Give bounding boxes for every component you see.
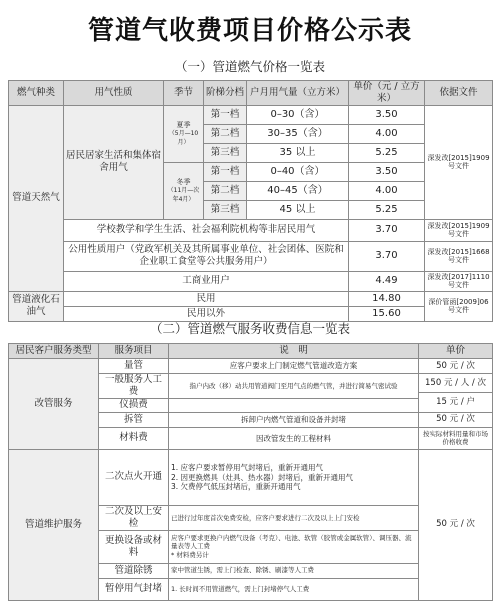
service-item: 暂停用气封堵 <box>99 578 169 600</box>
service-desc: 已进行过年度首次免费安检，应客户要求进行二次及以上上门安检 <box>169 505 419 530</box>
service-desc <box>169 398 419 412</box>
price-cell: 3.70 <box>349 219 425 241</box>
service-price: 150 元 / 人 / 次 <box>419 374 493 393</box>
table-row <box>9 449 493 505</box>
service-item: 二次点火开通 <box>99 449 169 505</box>
table-row <box>9 219 493 241</box>
tier-label: 第三档 <box>204 143 247 162</box>
document-cell: 深发改[2015]1668 号文件 <box>425 241 493 271</box>
service-desc: 1. 应客户要求暂停用气封堵后，重新开通用气 2. 因更换燃具（灶具、热水器）封堵后，重新开通用气 3. 欠费停气低压封堵后，重新开通用气 <box>169 449 419 505</box>
usage-school: 学校教学和学生生活、社会福利院机构等非居民用气 <box>64 219 349 241</box>
table-row <box>9 241 493 271</box>
tier-label: 第二档 <box>204 124 247 143</box>
tier-label: 第一档 <box>204 162 247 181</box>
volume-cell: 35 以上 <box>247 143 349 162</box>
service-item: 拆管 <box>99 412 169 427</box>
header-service-item: 服务项目 <box>99 344 169 359</box>
header-document: 依据文件 <box>425 81 493 106</box>
service-price: 50 元 / 次 <box>419 412 493 427</box>
table-header-row <box>9 81 493 106</box>
usage-lpg-other: 民用以外 <box>64 306 349 321</box>
header-price: 单价（元 / 立方米） <box>349 81 425 106</box>
header-tier: 阶梯分档 <box>204 81 247 106</box>
price-cell: 14.80 <box>349 291 425 306</box>
tier-label: 第一档 <box>204 105 247 124</box>
service-item: 更换设备或材料 <box>99 530 169 563</box>
page-title: 管道气收费项目价格公示表 <box>87 16 412 46</box>
service-item: 量管 <box>99 359 169 374</box>
service-price: 15 元 / 户 <box>419 393 493 413</box>
tier-label: 第二档 <box>204 181 247 200</box>
service-type-modify: 改管服务 <box>9 359 99 450</box>
volume-cell: 45 以上 <box>247 200 349 219</box>
service-item: 二次及以上安检 <box>99 505 169 530</box>
document-cell: 深发改[2015]1909 号文件 <box>425 105 493 219</box>
header-volume: 户月用气量（立方米） <box>247 81 349 106</box>
service-item: 仪损费 <box>99 398 169 412</box>
service-desc: 拆卸户内燃气管道和设备并封堵 <box>169 412 419 427</box>
usage-industrial: 工商业用户 <box>64 271 349 291</box>
price-cell: 3.50 <box>349 162 425 181</box>
gas-type-lpg: 管道液化石油气 <box>9 291 64 321</box>
header-usage-type: 用气性质 <box>64 81 164 106</box>
document-cell: 深价管函[2009]06 号文件 <box>425 291 493 321</box>
service-item: 管道除锈 <box>99 563 169 578</box>
volume-cell: 0–30（含） <box>247 105 349 124</box>
header-service-type: 居民客户服务类型 <box>9 344 99 359</box>
price-cell: 5.25 <box>349 200 425 219</box>
header-unit-price: 单价 <box>419 344 493 359</box>
table-row <box>9 271 493 291</box>
volume-cell: 30–35（含） <box>247 124 349 143</box>
usage-residential: 居民居家生活和集体宿舍用气 <box>64 105 164 219</box>
service-item: 一般服务人工费 <box>99 374 169 399</box>
season-summer: 夏季 （5月—10月） <box>164 105 204 162</box>
section1-title: （一）管道燃气价格一览表 <box>174 59 325 74</box>
price-cell: 4.49 <box>349 271 425 291</box>
tier-label: 第三档 <box>204 200 247 219</box>
usage-public: 公用性质用户（党政军机关及其所属事业单位、社会团体、医院和企业职工食堂等公共服务用户） <box>64 241 349 271</box>
price-cell: 4.00 <box>349 124 425 143</box>
gas-type-natural: 管道天然气 <box>9 105 64 291</box>
usage-lpg-resident: 民用 <box>64 291 349 306</box>
volume-cell: 0–40（含） <box>247 162 349 181</box>
price-cell: 5.25 <box>349 143 425 162</box>
service-type-maintenance: 管道维护服务 <box>9 449 99 600</box>
service-price: 50 元 / 次 <box>419 359 493 374</box>
service-desc: 应客户要求上门制定燃气管道改造方案 <box>169 359 419 374</box>
service-desc: 1. 长时间不用管道燃气，需上门封堵停气人工费 <box>169 578 419 600</box>
table-row <box>9 105 493 124</box>
header-season: 季节 <box>164 81 204 106</box>
gas-price-table <box>8 80 493 322</box>
table-row <box>9 291 493 306</box>
service-desc: 应客户要求更换户内燃气设备（考克）、电池、软管（胶管或金属软管）、调压器、流量表等人工费 * 材料费另计 <box>169 530 419 563</box>
service-price: 按实际材料用量和市场价格收费 <box>419 427 493 449</box>
header-gas-type: 燃气种类 <box>9 81 64 106</box>
table-header-row <box>9 344 493 359</box>
document-cell: 深发改[2017]1110 号文件 <box>425 271 493 291</box>
section2-title: （二）管道燃气服务收费信息一览表 <box>149 321 350 336</box>
price-cell: 4.00 <box>349 181 425 200</box>
price-cell: 3.50 <box>349 105 425 124</box>
document-cell: 深发改[2015]1909 号文件 <box>425 219 493 241</box>
service-desc: 因改管发生的工程材料 <box>169 427 419 449</box>
season-winter: 冬季 （11月—次年4月） <box>164 162 204 219</box>
service-price: 50 元 / 次 <box>419 449 493 600</box>
volume-cell: 40–45（含） <box>247 181 349 200</box>
price-cell: 15.60 <box>349 306 425 321</box>
service-fee-table <box>8 343 493 601</box>
price-cell: 3.70 <box>349 241 425 271</box>
service-desc: 指户内改（移）动共用管道阀门至用气点的燃气管，并进行简易气密试验 <box>169 374 419 399</box>
table-row <box>9 359 493 374</box>
header-description: 说 明 <box>169 344 419 359</box>
service-desc: 家中管道生锈，需上门检查、除锈、刷漆等人工费 <box>169 563 419 578</box>
service-item: 材料费 <box>99 427 169 449</box>
